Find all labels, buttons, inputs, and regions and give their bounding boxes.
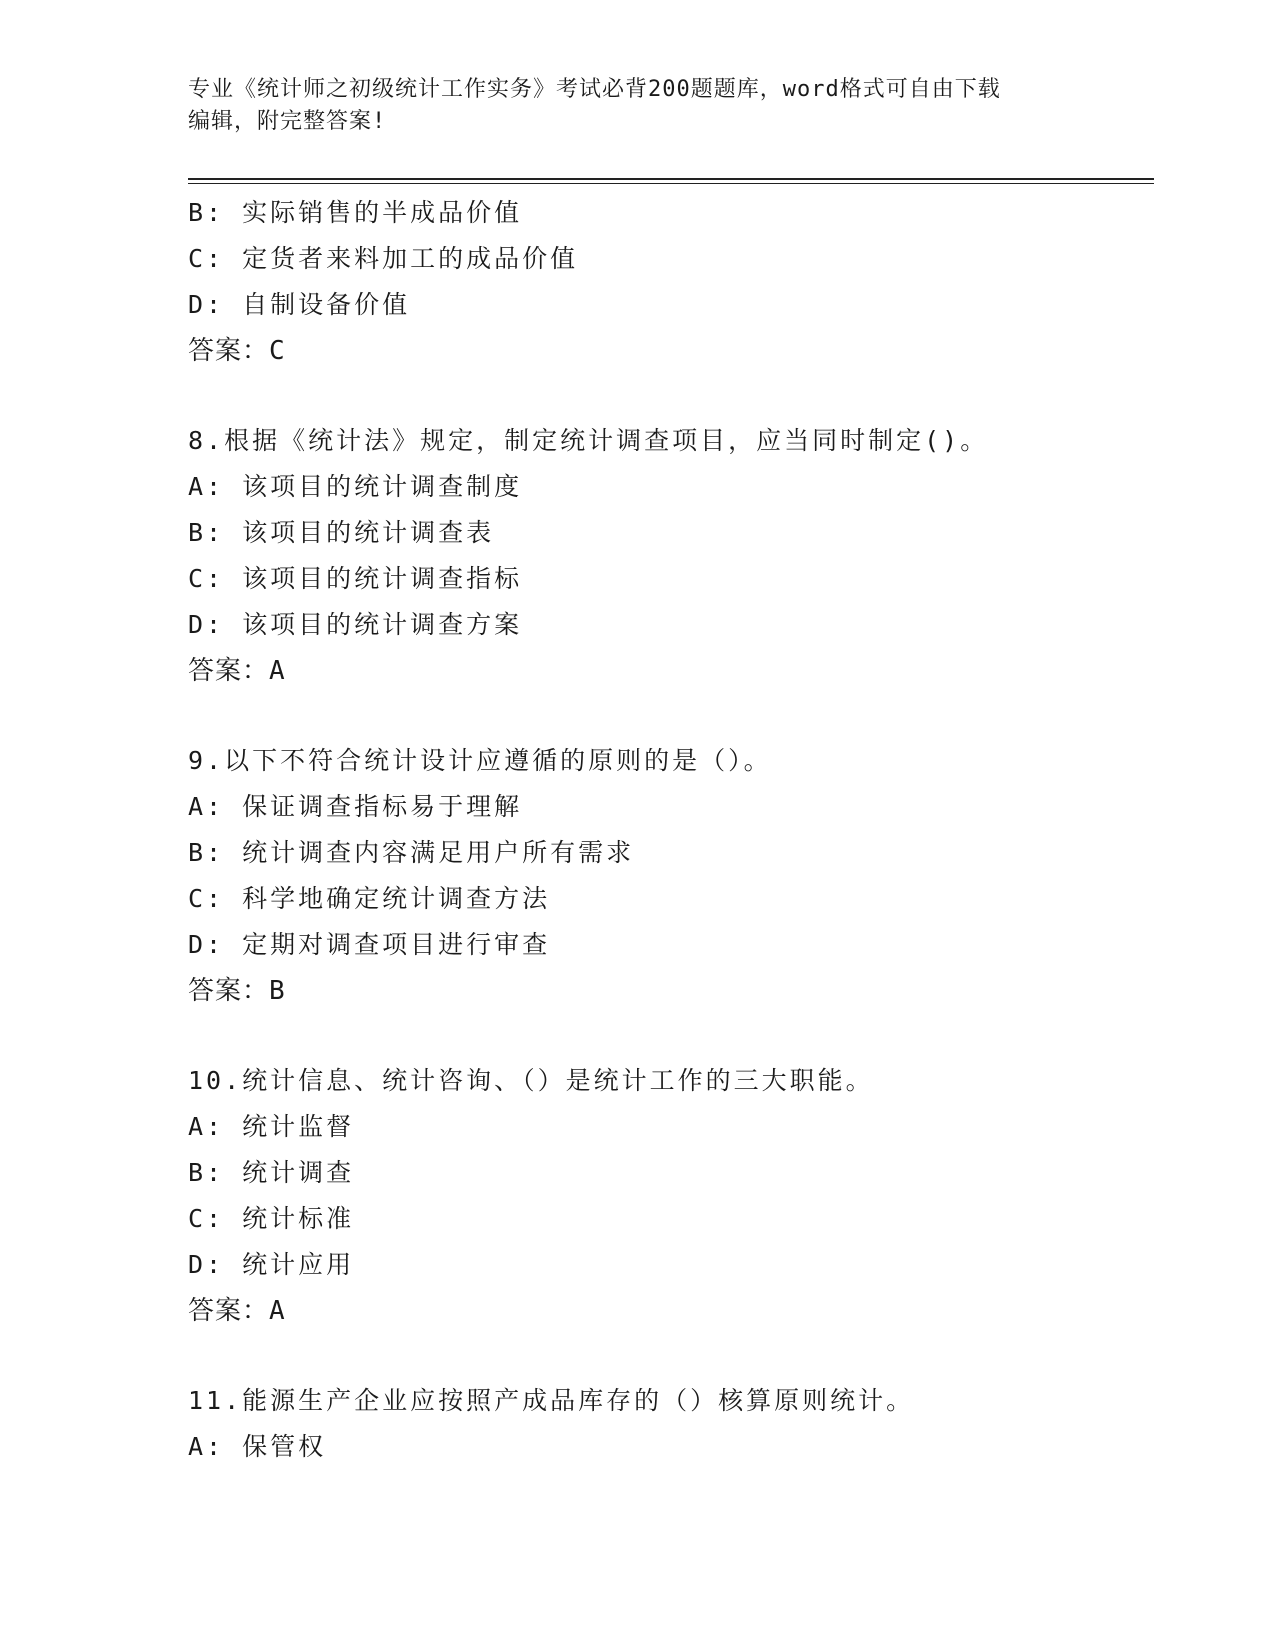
option-b: B: 该项目的统计调查表 [188,518,495,547]
option-c: C: 定货者来料加工的成品价值 [188,244,579,273]
option-a: A: 统计监督 [188,1112,355,1141]
question-text: 10.统计信息、统计咨询、（）是统计工作的三大职能。 [188,1066,874,1095]
option-a: A: 保管权 [188,1432,327,1461]
question-text: 11.能源生产企业应按照产成品库存的（）核算原则统计。 [188,1386,915,1415]
document-header [188,74,1068,138]
question-text: 8.根据《统计法》规定，制定统计调查项目，应当同时制定()。 [188,426,989,455]
option-d: D: 该项目的统计调查方案 [188,610,523,639]
option-b: B: 实际销售的半成品价值 [188,198,523,227]
answer: 答案：A [188,656,286,686]
question-block-prev [188,190,1148,374]
option-d: D: 统计应用 [188,1250,355,1279]
option-b: B: 统计调查 [188,1158,355,1187]
option-a: A: 该项目的统计调查制度 [188,472,523,501]
option-d: D: 自制设备价值 [188,290,411,319]
option-d: D: 定期对调查项目进行审查 [188,930,551,959]
question-block-11 [188,1378,1148,1470]
answer: 答案：B [188,976,286,1006]
question-block-9 [188,738,1148,1014]
answer: 答案：C [188,336,286,366]
question-block-8 [188,418,1148,694]
header-rule-thick [188,178,1154,180]
option-c: C: 该项目的统计调查指标 [188,564,523,593]
header-rule-thin [188,183,1154,184]
header-line-1: 专业《统计师之初级统计工作实务》考试必背200题题库，word格式可自由下载 [188,77,1001,102]
option-b: B: 统计调查内容满足用户所有需求 [188,838,635,867]
question-text: 9.以下不符合统计设计应遵循的原则的是（）。 [188,746,772,775]
option-a: A: 保证调查指标易于理解 [188,792,523,821]
question-list [188,190,1148,1470]
option-c: C: 科学地确定统计调查方法 [188,884,551,913]
answer: 答案：A [188,1296,286,1326]
question-block-10 [188,1058,1148,1334]
header-line-2: 编辑，附完整答案! [188,109,387,134]
option-c: C: 统计标准 [188,1204,355,1233]
